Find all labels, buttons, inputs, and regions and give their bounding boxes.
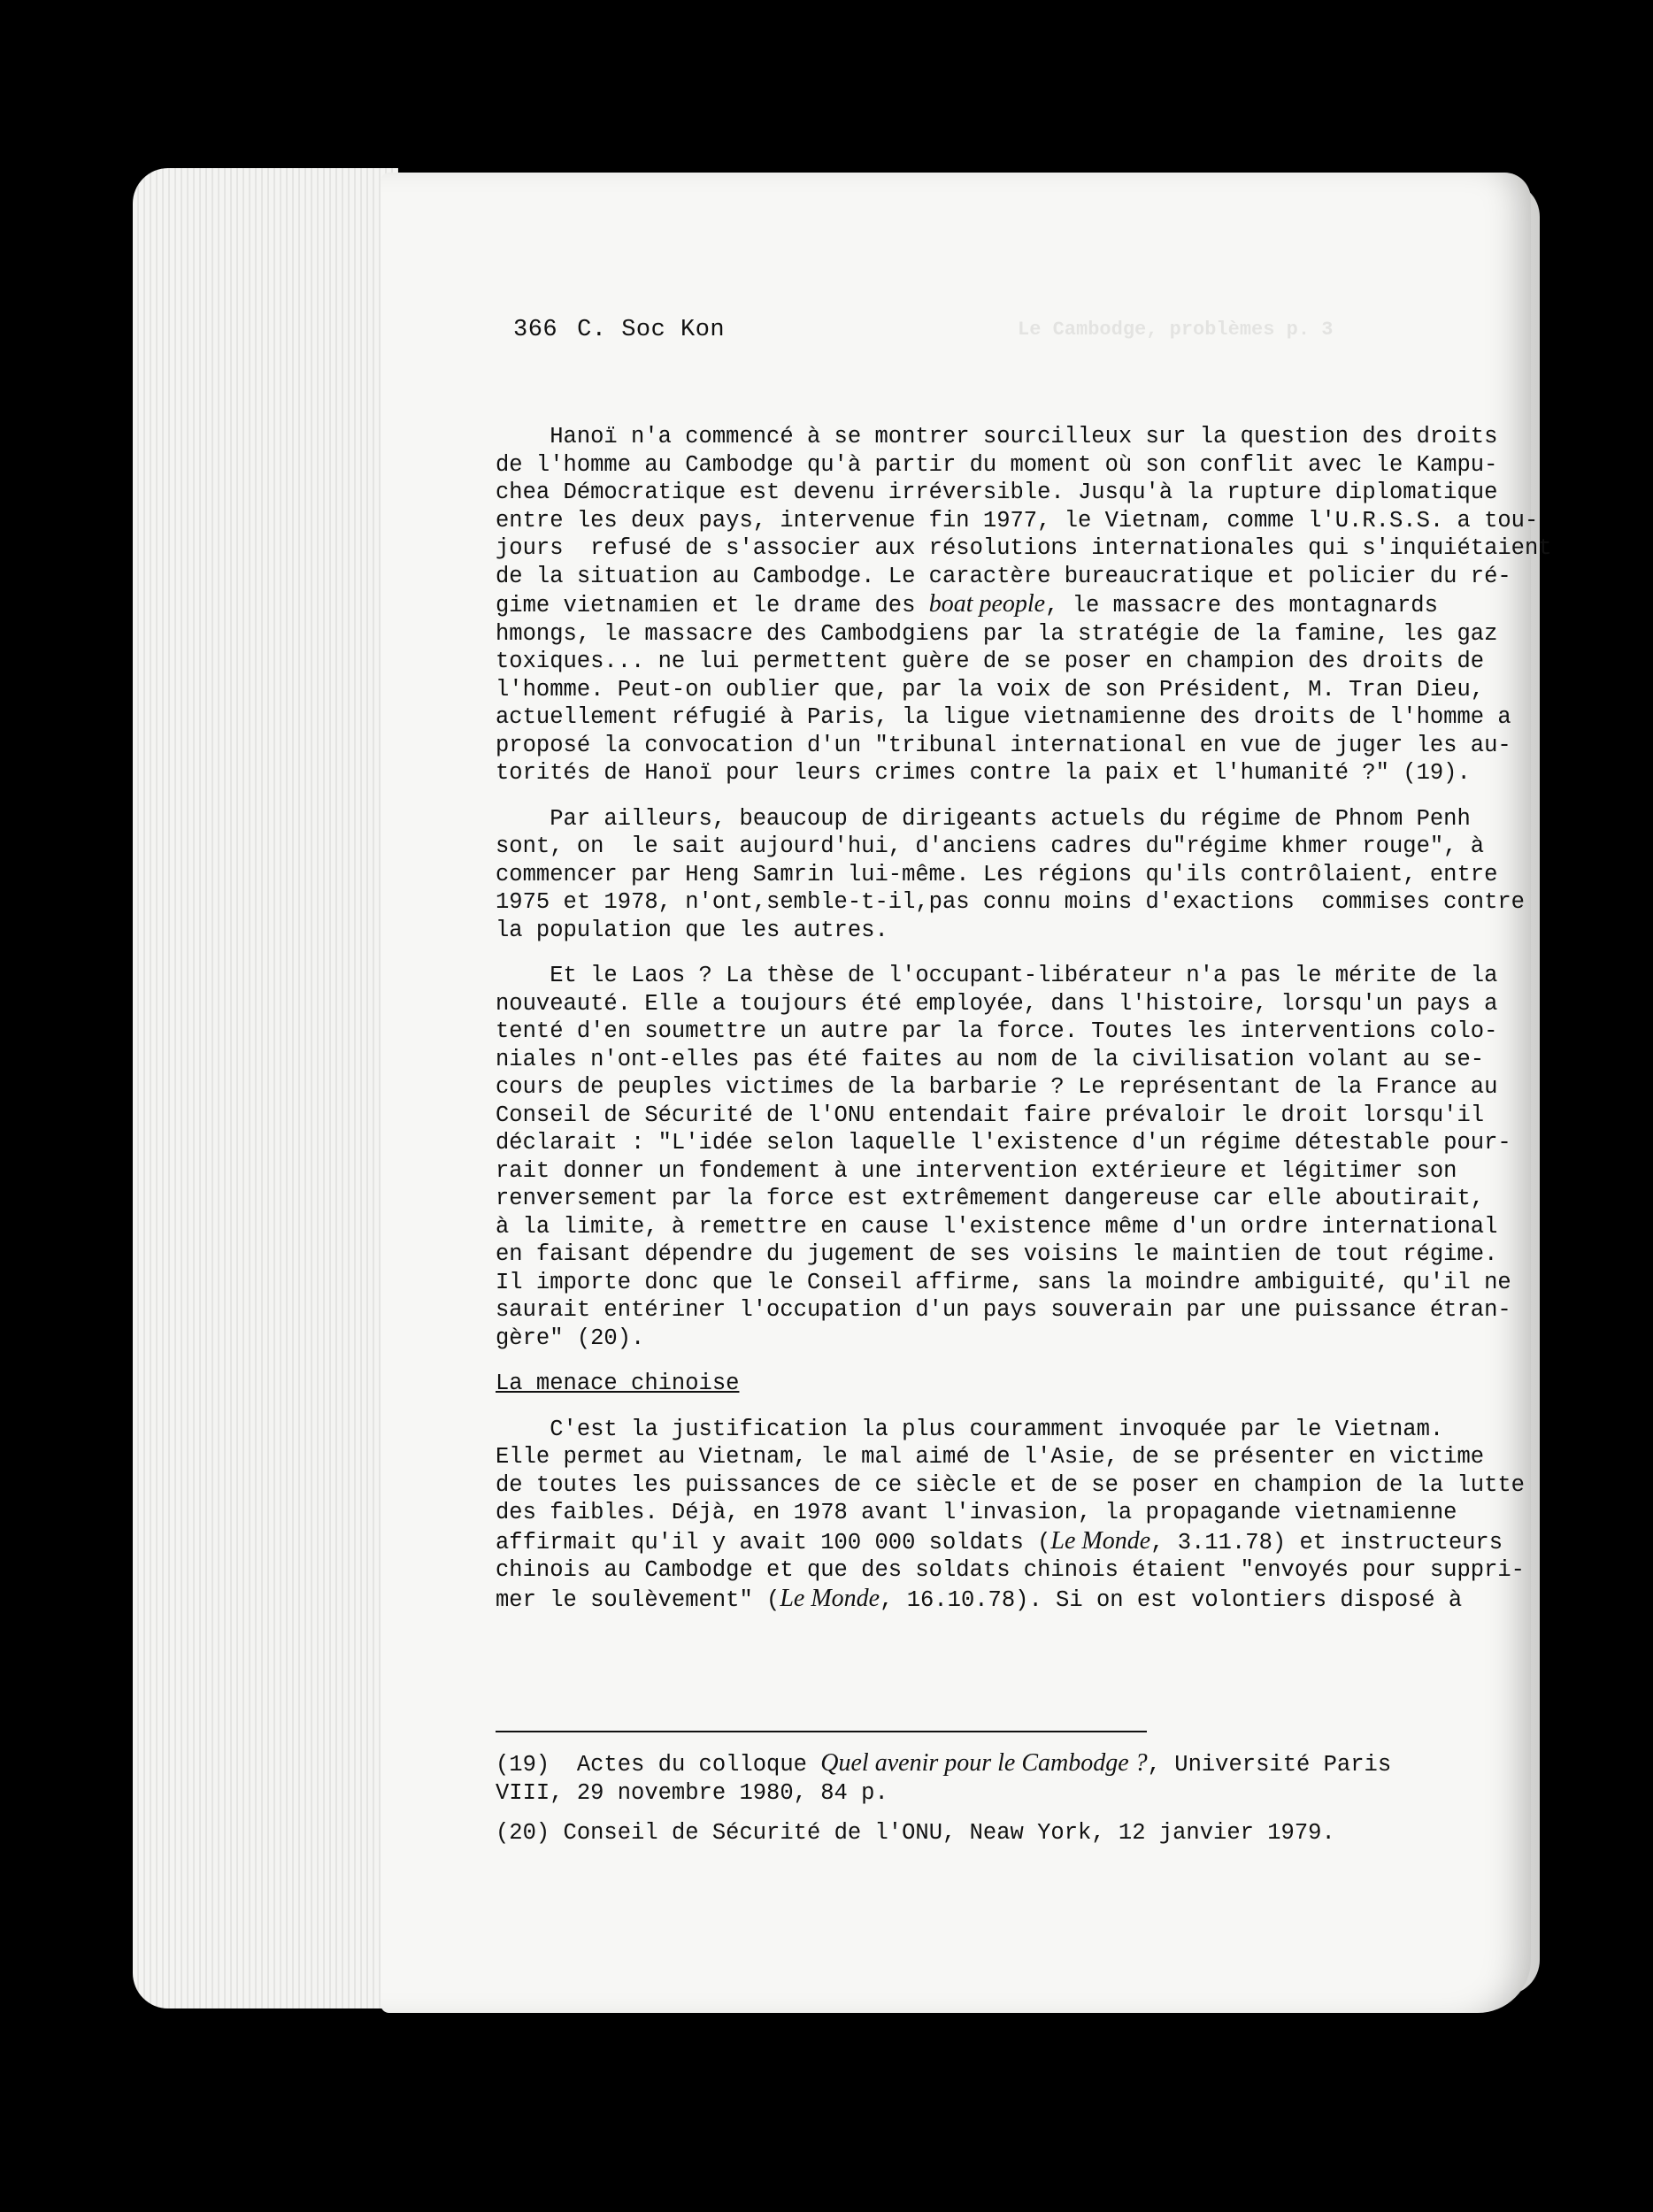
text-line: rait donner un fondement à une intervention extérieure et légitimer son xyxy=(496,1157,1457,1184)
section-heading: La menace chinoise xyxy=(496,1371,740,1396)
text-line: de l'homme au Cambodge qu'à partir du moment où son conflit avec le Kampu- xyxy=(496,451,1498,478)
text-line: actuellement réfugié à Paris, la ligue vietnamienne des droits de l'homme a xyxy=(496,704,1511,730)
footnote-20 xyxy=(496,1819,1513,1847)
text-line: gime vietnamien et le drame des boat people, le massacre des montagnards xyxy=(496,590,1438,618)
text-line: Hanoï n'a commencé à se montrer sourcilleux sur la question des droits xyxy=(496,424,1498,449)
text-line: C'est la justification la plus couramment invoquée par le Vietnam. xyxy=(496,1416,1444,1442)
text-line: affirmait qu'il y avait 100 000 soldats (Le Monde, 3.11.78) et instructeurs xyxy=(496,1526,1503,1555)
text-line: Il importe donc que le Conseil affirme, sans la moindre ambiguité, qu'il ne xyxy=(496,1269,1511,1295)
text-line: commencer par Heng Samrin lui-même. Les régions qu'ils contrôlaient, entre xyxy=(496,861,1498,887)
text-line: gère" (20). xyxy=(496,1325,645,1351)
footnote-title-italic: Quel avenir pour le Cambodge ? xyxy=(820,1749,1148,1777)
paragraph-1 xyxy=(496,423,1552,787)
text-line: proposé la convocation d'un "tribunal international en vue de juger les au- xyxy=(496,732,1511,758)
text-line: hmongs, le massacre des Cambodgiens par la stratégie de la famine, les gaz xyxy=(496,620,1498,647)
text-line: mer le soulèvement" (Le Monde, 16.10.78). Si on est volontiers disposé à xyxy=(496,1584,1463,1613)
text-line: l'homme. Peut-on oublier que, par la voix de son Président, M. Tran Dieu, xyxy=(496,676,1485,703)
footnotes xyxy=(496,1749,1513,1860)
running-header xyxy=(513,317,744,343)
footnote-rule xyxy=(496,1731,1147,1732)
text-line: cours de peuples victimes de la barbarie ? Le représentant de la France au xyxy=(496,1074,1498,1100)
text-line: chinois au Cambodge et que des soldats chinois étaient "envoyés pour suppri- xyxy=(496,1557,1525,1583)
text-line: Par ailleurs, beaucoup de dirigeants actuels du régime de Phnom Penh xyxy=(496,805,1471,832)
text-line: Elle permet au Vietnam, le mal aimé de l'Asie, de se présenter en victime xyxy=(496,1444,1485,1470)
text-line: Et le Laos ? La thèse de l'occupant-libérateur n'a pas le mérite de la xyxy=(496,963,1498,988)
text-line: tenté d'en soumettre un autre par la force. Toutes les interventions colo- xyxy=(496,1018,1498,1044)
text-line: sont, on le sait aujourd'hui, d'anciens cadres du"régime khmer rouge", à xyxy=(496,833,1485,859)
footnote-text: , Université Paris xyxy=(1147,1752,1392,1778)
text-line: jours refusé de s'associer aux résolutions internationales qui s'inquiétaient xyxy=(496,535,1552,561)
text-line: de toutes les puissances de ce siècle et de se poser en champion de la lutte xyxy=(496,1471,1525,1498)
page-number: 366 xyxy=(513,317,558,343)
text-line: toxiques... ne lui permettent guère de se poser en champion des droits de xyxy=(496,649,1485,674)
footnote-marker: (20) xyxy=(496,1820,550,1846)
text-line: saurait entériner l'occupation d'un pays souverain par une puissance étran- xyxy=(496,1297,1511,1323)
footnote-line xyxy=(496,1819,1513,1847)
footnote-text: Actes du colloque xyxy=(550,1752,821,1778)
text-line: 1975 et 1978, n'ont,semble-t-il,pas connu moins d'exactions commises contre xyxy=(496,889,1525,915)
page-stack-edges xyxy=(133,168,398,2008)
footnote-text: Conseil de Sécurité de l'ONU, Neaw York, 12 janvier 1979. xyxy=(550,1820,1335,1846)
text-line: nouveauté. Elle a toujours été employée, dans l'histoire, lorsqu'un pays a xyxy=(496,990,1498,1017)
text-line: renversement par la force est extrêmement dangereuse car elle aboutirait, xyxy=(496,1186,1485,1211)
text-line: déclarait : "L'idée selon laquelle l'existence d'un régime détestable pour- xyxy=(496,1130,1511,1156)
text-line: la population que les autres. xyxy=(496,917,888,943)
text-line: niales n'ont-elles pas été faites au nom de la civilisation volant au se- xyxy=(496,1046,1485,1072)
footnote-19 xyxy=(496,1749,1513,1807)
body-text xyxy=(496,423,1552,1632)
paragraph-3 xyxy=(496,962,1513,1352)
text-line: torités de Hanoï pour leurs crimes contre la paix et l'humanité ?" (19). xyxy=(496,760,1471,786)
show-through-text: Le Cambodge, problèmes p. 3 xyxy=(1018,319,1334,341)
text-line: entre les deux pays, intervenue fin 1977, le Vietnam, comme l'U.R.S.S. a tou- xyxy=(496,507,1539,534)
text-line: chea Démocratique est devenu irréversible. Jusqu'à la rupture diplomatique xyxy=(496,480,1498,505)
text-line: Conseil de Sécurité de l'ONU entendait faire prévaloir le droit lorsqu'il xyxy=(496,1102,1485,1128)
author-name: C. Soc Kon xyxy=(577,317,726,343)
footnote-marker: (19) xyxy=(496,1752,550,1778)
text-line: à la limite, à remettre en cause l'existence même d'un ordre international xyxy=(496,1213,1498,1240)
text-line: de la situation au Cambodge. Le caractère bureaucratique et policier du ré- xyxy=(496,563,1511,589)
paragraph-4 xyxy=(496,1416,1525,1615)
text-line: des faibles. Déjà, en 1978 avant l'invasion, la propagande vietnamienne xyxy=(496,1500,1457,1525)
footnote-line xyxy=(496,1749,1513,1779)
footnote-line: VIII, 29 novembre 1980, 84 p. xyxy=(496,1779,888,1806)
text-line: en faisant dépendre du jugement de ses voisins le maintien de tout régime. xyxy=(496,1241,1498,1267)
paragraph-2 xyxy=(496,805,1525,945)
